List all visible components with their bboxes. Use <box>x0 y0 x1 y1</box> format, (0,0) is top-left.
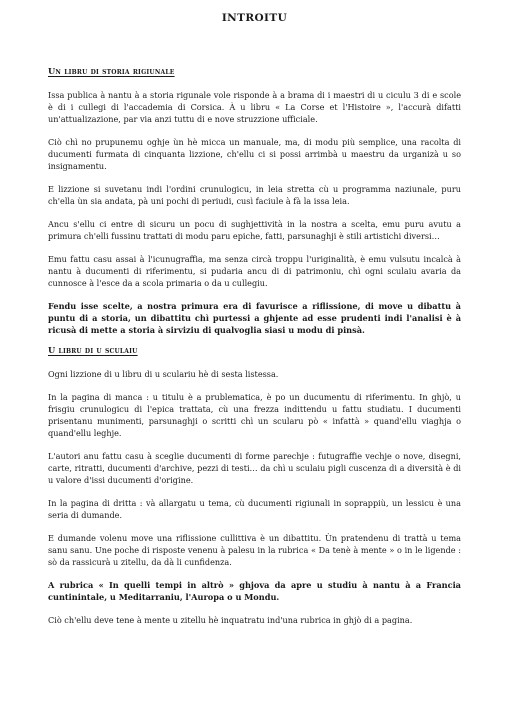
paragraph: Ancu s'ellu ci entre di sicuru un pocu di sughjettività in la nostra a scelta, emu puru avutu a primura ch'elli fussinu trattati di modu paru epiche, fatti, parsunaghji è stili artistichi diversi… <box>48 219 461 241</box>
paragraph: E lizzione si suvetanu indi l'ordini crunulogicu, in leia stretta cù u programma naziunale, puru ch'ella ùn sia andata, pà uni pochi di periudi, cusì faciule à fà la issa leia. <box>48 184 461 206</box>
paragraph: Issa publica à nantu à a storia rigunale vole risponde à a brama di i maestri di u ciculu 3 di e scole è di i cullegi di l'accademia di Corsica. À u libru « La Corse et l'Histoire », l'accurà difatti un'attualizazione, par via anzi tuttu di e nove struzzione ufficiale. <box>48 90 461 124</box>
paragraph: Ogni lizzione di u libru di u sculariu hè di sesta listessa. <box>48 369 279 379</box>
paragraph: E dumande volenu move una riflissione cullittiva è un dibattitu. Ùn pratendenu di trattà u tema sanu sanu. Une poche di risposte venenu à palesu in la rubrica « Da tenè à mente » o in le ligende : sò da rassicurà u zitellu, da dà li cunfidenza. <box>48 533 461 567</box>
paragraph: In la pagina di manca : u titulu è a prublematica, è po un ducumentu di riferimentu. In ghjò, u frisgiu crunulogicu di l'epica trattata, cù una frezza indittendu u fattu studiatu. I ducumenti prisentanu munimenti, parsunaghji o scritti chì un scularu pò « infattà » quand'ellu viaghja o quand'ellu leghje. <box>48 392 461 438</box>
section-heading-pupil-book: U libru di u sculaiu <box>48 345 138 355</box>
paragraph: In la pagina di dritta : và allargatu u tema, cù ducumenti rigiunali in soprappiù, un lessicu è una seria di dumande. <box>48 498 461 520</box>
bold-paragraph: A rubrica « In quelli tempi in altrò » ghjova da apre u studiu à nantu à a Francia cuntinintale, u Meditarraniu, l'Auropa o u Mondu. <box>48 580 461 602</box>
paragraph: Ciò chì no prupunemu oghje ùn hè micca un manuale, ma, di modu più semplice, una racolta di ducumenti furmata di cinquanta lizzione, ch'ellu ci si possi arrimbà u maestru da urganizà u so insignamentu. <box>48 137 461 171</box>
section-heading-regional-history: Un libru di storia rigiunale <box>48 66 175 76</box>
closing-paragraph: Ciò ch'ellu deve tene à mente u zitellu hè inquatratu ind'una rubrica in ghjò di a pagina. <box>48 615 413 625</box>
paragraph: L'autori anu fattu casu à sceglie ducumenti di forme parechje : futugraffie vechje o nove, disegni, carte, ritratti, ducumenti d'archive, pezzi di testi… da chì u sculaiu pigli cuscenza di a diversità è di u valore d'issi ducumenti d'origine. <box>48 451 461 485</box>
text-column <box>48 66 461 637</box>
page-title: INTROITU <box>221 12 288 24</box>
paragraph: Emu fattu casu assai à l'icunugraffia, ma senza circà troppu l'uriginalità, è emu vulsutu incalcà à nantu à ducumenti di riferimentu, si pudaria ancu di di patrimoniu, chì ogni sculaiu avaria da cunnosce à l'esce da a scola primaria o da u cullegiu. <box>48 254 461 288</box>
bold-paragraph: Fendu isse scelte, a nostra primura era di favurisce a riflissione, di move u dibattu à puntu di a storia, un dibattitu chì purtessi a ghjente ad esse prudenti indi l'analisi è à ricusà di mette a storia à sirviziu di qualvoglia siasi u modu di pinsà. <box>48 301 461 335</box>
